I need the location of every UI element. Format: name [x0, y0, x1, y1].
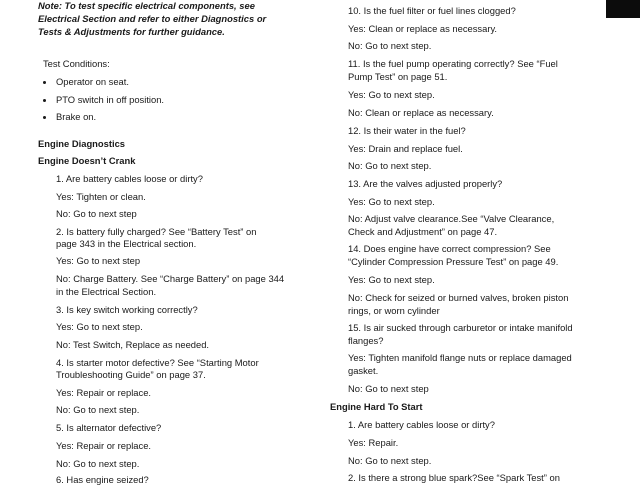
condition-item: Brake on. — [56, 111, 97, 122]
step-no: rings, or worn cylinder — [348, 305, 440, 316]
step-question: 1. Are battery cables loose or dirty? — [348, 419, 495, 430]
step-question: “Cylinder Compression Pressure Test” on page 49. — [348, 256, 559, 267]
step-no: No: Go to next step — [56, 208, 137, 219]
step-yes: gasket. — [348, 365, 379, 376]
step-yes: Yes: Go to next step. — [56, 321, 143, 332]
step-yes: Yes: Tighten or clean. — [56, 191, 146, 202]
step-question: 11. Is the fuel pump operating correctly? See “Fuel — [348, 58, 558, 69]
step-question: Troubleshooting Guide” on page 37. — [56, 369, 206, 380]
note-line-1: Note: To test specific electrical components, see — [38, 0, 255, 11]
step-question: 15. Is air sucked through carburetor or intake manifold — [348, 322, 573, 333]
bullet-icon — [43, 81, 46, 84]
step-no: No: Test Switch, Replace as needed. — [56, 339, 210, 350]
step-yes: Yes: Clean or replace as necessary. — [348, 23, 498, 34]
step-no: No: Go to next step — [348, 383, 429, 394]
step-no: No: Go to next step. — [56, 404, 140, 415]
step-yes: Yes: Drain and replace fuel. — [348, 143, 463, 154]
step-yes: Yes: Go to next step. — [348, 196, 435, 207]
step-yes: Yes: Repair or replace. — [56, 387, 152, 398]
condition-item: Operator on seat. — [56, 76, 129, 87]
step-question: 14. Does engine have correct compression? See — [348, 243, 551, 254]
step-question: 6. Has engine seized? — [56, 474, 149, 485]
step-question: 1. Are battery cables loose or dirty? — [56, 173, 203, 184]
page-corner-mark — [606, 0, 640, 18]
bullet-icon — [43, 99, 46, 102]
note-line-3: Tests & Adjustments for further guidance. — [38, 26, 225, 37]
step-question: 13. Are the valves adjusted properly? — [348, 178, 503, 189]
step-no: No: Go to next step. — [348, 160, 432, 171]
step-question: 4. Is starter motor defective? See “Starting Motor — [56, 357, 259, 368]
step-yes: Yes: Go to next step. — [348, 89, 435, 100]
step-yes: Yes: Go to next step — [56, 255, 141, 266]
step-question: page 343 in the Electrical section. — [56, 238, 197, 249]
step-question: 10. Is the fuel filter or fuel lines clogged? — [348, 5, 516, 16]
bullet-icon — [43, 116, 46, 119]
step-no: No: Go to next step. — [348, 40, 432, 51]
step-question: 5. Is alternator defective? — [56, 422, 162, 433]
step-question: flanges? — [348, 335, 384, 346]
step-yes: Yes: Tighten manifold flange nuts or replace damaged — [348, 352, 572, 363]
heading-engine-doesnt-crank: Engine Doesn’t Crank — [38, 155, 136, 166]
step-question: 12. Is their water in the fuel? — [348, 125, 466, 136]
condition-item: PTO switch in off position. — [56, 94, 165, 105]
heading-engine-diagnostics: Engine Diagnostics — [38, 138, 125, 149]
note-line-2: Electrical Section and refer to either Diagnostics or — [38, 13, 267, 24]
step-no: No: Go to next step. — [348, 455, 432, 466]
step-yes: Yes: Go to next step. — [348, 274, 435, 285]
step-no: Check and Adjustment” on page 47. — [348, 226, 498, 237]
step-question: 2. Is battery fully charged? See “Battery Test” on — [56, 226, 257, 237]
step-question: 2. Is there a strong blue spark?See “Spark Test” on — [348, 472, 560, 483]
step-no: No: Go to next step. — [56, 458, 140, 469]
step-no: No: Clean or replace as necessary. — [348, 107, 494, 118]
step-yes: Yes: Repair or replace. — [56, 440, 152, 451]
test-conditions-label: Test Conditions: — [43, 58, 110, 69]
step-no: No: Adjust valve clearance.See “Valve Clearance, — [348, 213, 555, 224]
step-question: 3. Is key switch working correctly? — [56, 304, 198, 315]
step-no: No: Charge Battery. See “Charge Battery” on page 344 — [56, 273, 285, 284]
step-yes: Yes: Repair. — [348, 437, 399, 448]
heading-engine-hard-to-start: Engine Hard To Start — [330, 401, 423, 412]
step-no: No: Check for seized or burned valves, broken piston — [348, 292, 569, 303]
step-question: Pump Test” on page 51. — [348, 71, 448, 82]
step-no: in the Electrical Section. — [56, 286, 157, 297]
